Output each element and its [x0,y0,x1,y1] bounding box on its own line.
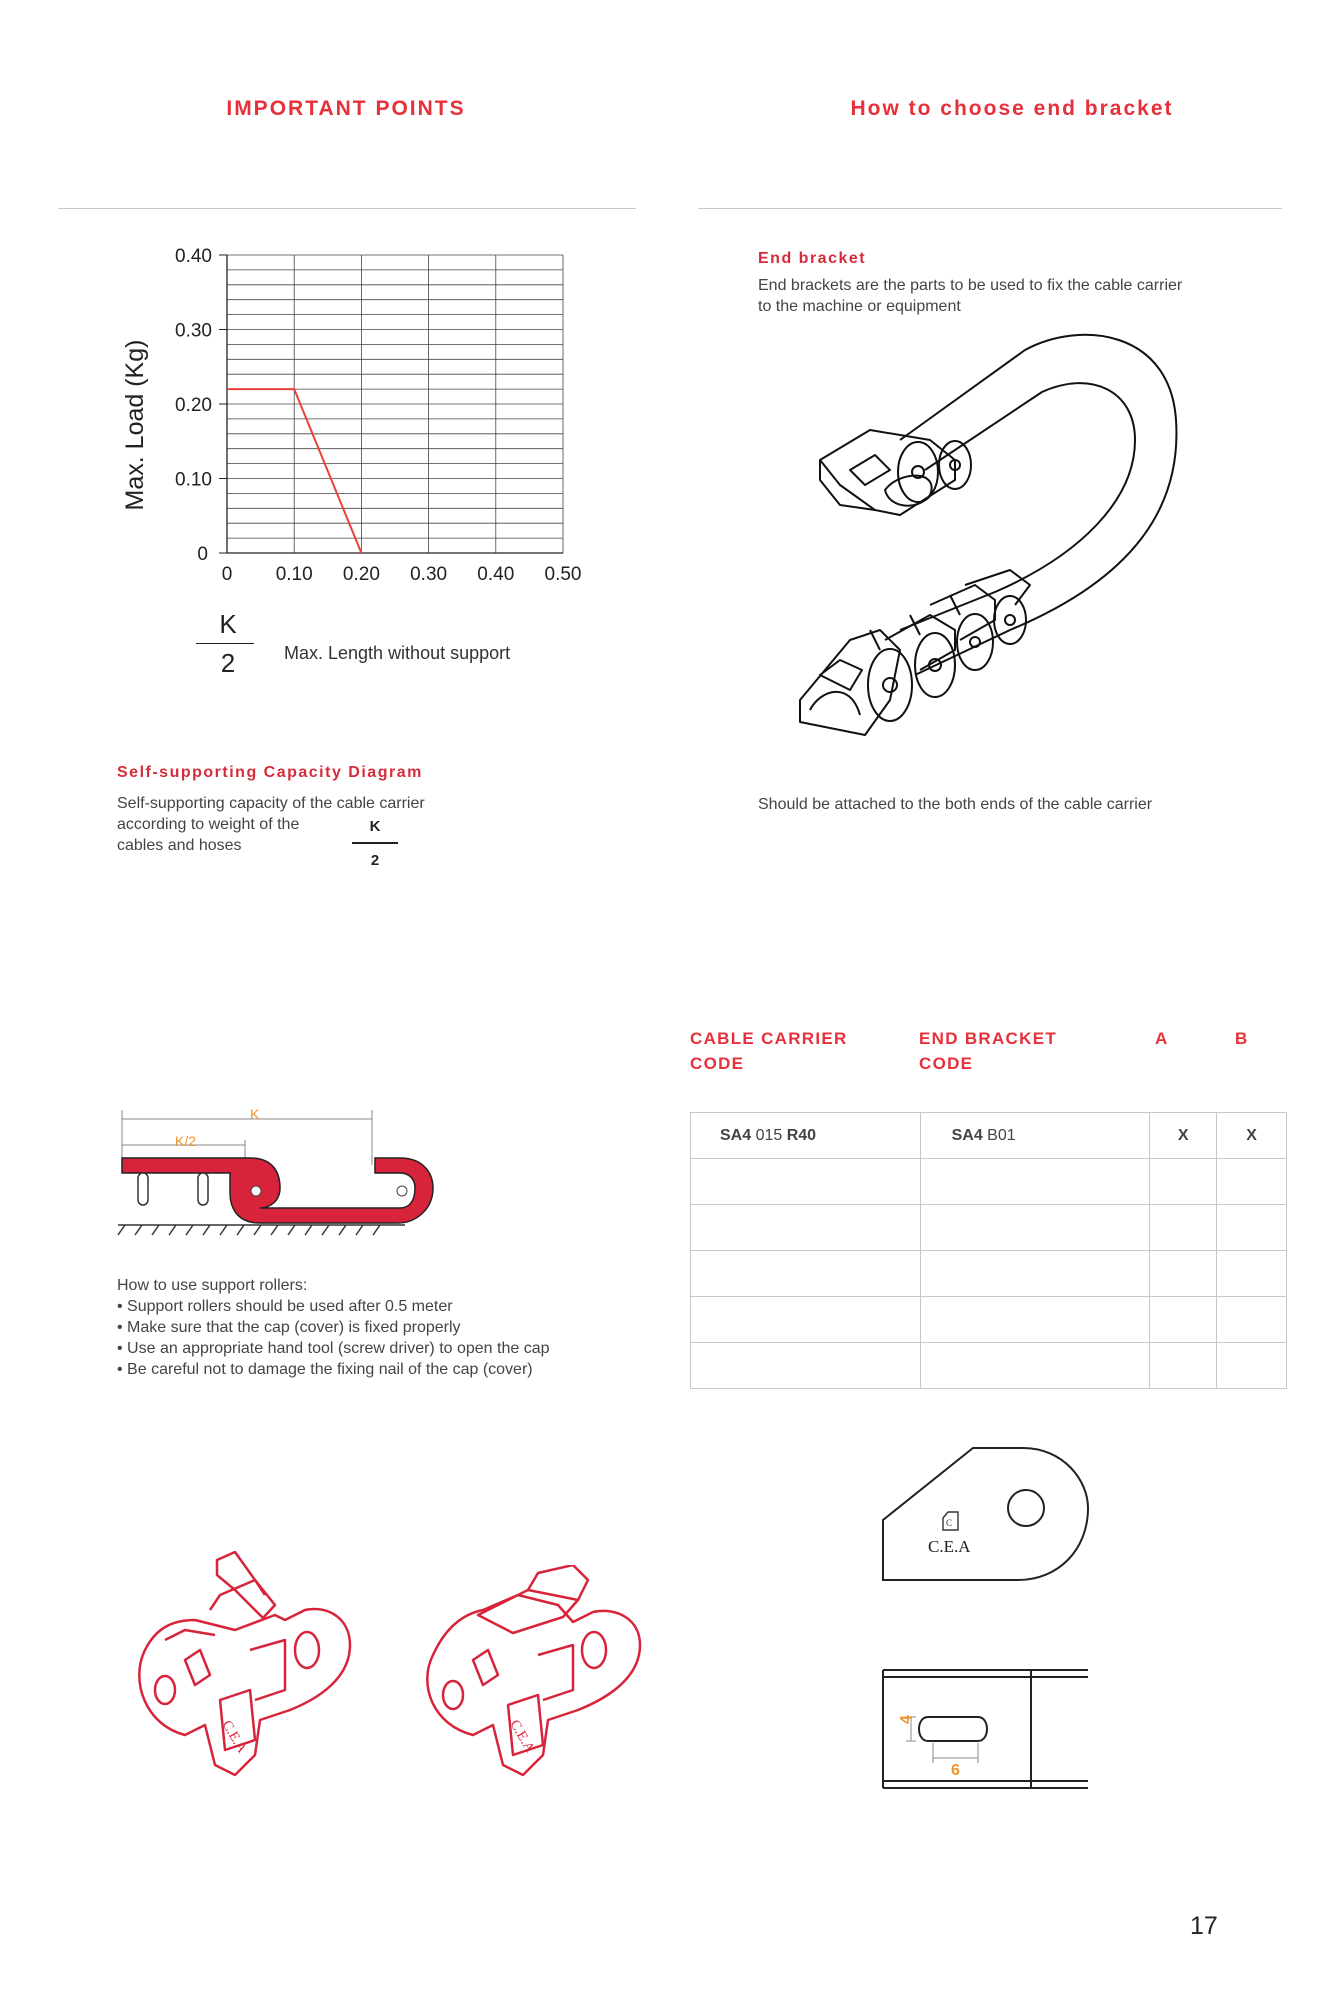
fraction-denominator: 2 [220,648,236,678]
a-cell: X [1150,1113,1217,1159]
dim-k-label: K [250,1106,260,1122]
chart-grid [227,255,563,553]
table-row [691,1205,1287,1251]
link-logo-text: C.E.A [506,1717,537,1756]
y-tick-label: 0 [197,544,208,565]
y-tick-label: 0.10 [175,469,212,491]
rollers-item: • Be careful not to damage the fixing nail of the cap (cover) [117,1361,533,1378]
rollers-item: • Support rollers should be used after 0.5 meter [117,1298,453,1315]
support-roller-diagram [110,1105,440,1240]
fraction-numerator: K [219,609,237,639]
chart-y-axis-label: Max. Load (Kg) [121,339,149,511]
table-row [691,1297,1287,1343]
end-bracket-side-view [878,1440,1098,1590]
x-tick-label: 0.40 [477,564,515,585]
left-divider [58,208,636,209]
table-row [691,1159,1287,1205]
table-head-b: B [1235,1029,1249,1048]
fraction-label: Max. Length without support [284,643,511,663]
end-bracket-title: End bracket [758,250,867,267]
table-row [691,1343,1287,1389]
chain-link-cap-open-illustration [125,1550,375,1790]
x-tick-label: 0.30 [410,564,448,585]
self-supporting-text: Self-supporting capacity of the cable carrier according to weight of the cables and hoses [117,795,425,854]
b-cell: X [1217,1113,1287,1159]
dim-horizontal-label: 6 [951,1762,960,1779]
rollers-title: How to use support rollers: [117,1277,308,1294]
cable-carrier-illustration [780,330,1200,770]
cable-carrier-code-cell: SA4 015 R40 [691,1113,921,1159]
y-tick-label: 0.40 [175,246,212,267]
x-tick-label: 0.20 [342,564,380,585]
load-chart [100,230,600,610]
chain-link-cap-closed-illustration [418,1565,658,1785]
bracket-logo-text: C.E.A [928,1537,971,1556]
end-bracket-text: End brackets are the parts to be used to fix the cable carrier to the machine or equipment [758,277,1183,315]
end-bracket-top-view [878,1660,1098,1800]
right-divider [698,208,1282,209]
table-head-bracket-code: END BRACKET CODE [919,1029,1058,1073]
self-supporting-fraction-bar [352,842,398,844]
chart-x-ticks [222,564,582,585]
table-row [691,1251,1287,1297]
dim-vertical-label: 4 [898,1715,915,1724]
chart-y-ticks [175,246,227,565]
y-tick-label: 0.20 [175,395,212,416]
right-section-title: How to choose end bracket [850,97,1174,120]
x-tick-label: 0.50 [544,564,582,585]
table-row [691,1113,1287,1159]
bracket-logo-mark: C [946,1518,953,1528]
x-tick-label: 0 [221,564,233,585]
table-head-a: A [1155,1029,1169,1048]
left-section-title: IMPORTANT POINTS [226,97,466,120]
x-tick-label: 0.10 [275,564,313,585]
bracket-code-table [690,1112,1287,1389]
end-bracket-note: Should be attached to the both ends of the cable carrier [758,796,1153,813]
self-supporting-title: Self-supporting Capacity Diagram [117,764,423,781]
rollers-item: • Make sure that the cap (cover) is fixed properly [117,1319,461,1336]
y-tick-label: 0.30 [175,320,212,342]
rollers-instructions [117,1275,550,1380]
self-supporting-fraction-num: K [369,818,381,835]
rollers-item: • Use an appropriate hand tool (screw driver) to open the cap [117,1340,550,1357]
fraction-bar [196,643,254,644]
end-bracket-code-cell: SA4 B01 [920,1113,1150,1159]
link-logo-text: C.E.A [218,1718,250,1756]
page-number: 17 [1190,1912,1218,1940]
table-head-carrier-code: CABLE CARRIER CODE [690,1029,848,1073]
self-supporting-fraction-den: 2 [370,852,380,869]
dim-k2-label: K/2 [175,1133,197,1149]
